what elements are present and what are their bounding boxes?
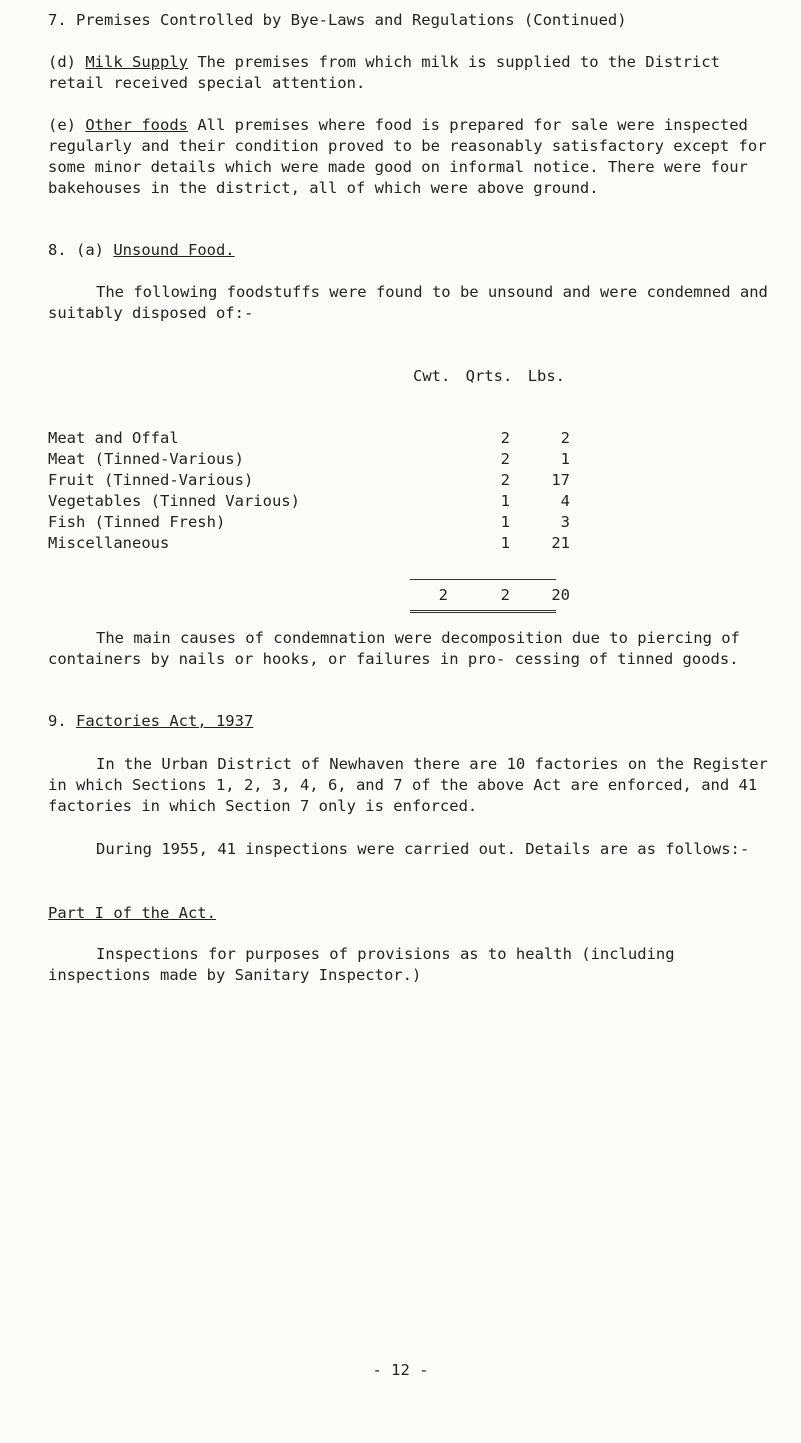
section-8-title: Unsound Food. [113,241,235,259]
total-row [48,585,570,606]
condemnation-causes-text: The main causes of condemnation were decomposition due to piercing of containers by nails or hooks, or failures in pro- cessing of tinned goods. [48,629,740,668]
row-lbs: 2 [560,429,570,447]
unsound-food-table [48,428,570,554]
table-row [48,449,570,470]
table-headers [413,366,565,387]
factories-paragraph-2-text: During 1955, 41 inspections were carried out. Details are as follows:- [96,840,750,858]
row-qrts: 1 [500,534,510,552]
row-lbs: 17 [551,471,570,489]
milk-supply-prefix: (d) [48,53,86,71]
row-qrts: 2 [500,429,510,447]
other-foods-paragraph [48,115,768,199]
other-foods-label: Other foods [85,116,188,134]
milk-supply-label: Milk Supply [85,53,188,71]
section-7-heading [48,10,768,31]
total-cwt: 2 [438,586,448,604]
row-item: Meat (Tinned-Various) [48,450,244,468]
row-lbs: 4 [560,492,570,510]
table-row [48,470,570,491]
unsound-food-total [48,585,570,606]
row-cwt [412,428,448,449]
page-number: - 12 - [372,1361,429,1379]
section-9-prefix: 9. [48,712,76,730]
section-7-title: 7. Premises Controlled by Bye-Laws and Regulations (Continued) [48,11,627,29]
table-row [48,533,570,554]
total-lbs: 20 [551,586,570,604]
other-foods-prefix: (e) [48,116,86,134]
row-cwt [412,470,448,491]
part-1-title: Part I of the Act. [48,904,216,922]
factories-paragraph-2 [48,839,768,860]
row-item: Vegetables (Tinned Various) [48,492,300,510]
table-row [48,512,570,533]
total-qrts: 2 [500,586,510,604]
row-cwt [412,512,448,533]
part-1-heading [48,903,768,924]
header-lbs: Lbs. [527,367,566,385]
section-9-title: Factories Act, 1937 [76,712,254,730]
row-qrts: 1 [500,492,510,510]
factories-paragraph-1 [48,754,768,817]
row-item: Miscellaneous [48,534,170,552]
table-row [48,491,570,512]
section-8-heading [48,240,768,261]
other-foods-text: All premises where food is prepared for sale were inspected regularly and their condition proved to be reasonably satisfactory except for some minor details which were made good on informal notice. There were four bakehouses in the district, all of which were above ground. [48,116,767,197]
row-item: Fruit (Tinned-Various) [48,471,254,489]
milk-supply-text: The premises from which milk is supplied to the District retail received special attention. [48,53,720,92]
section-8-prefix: 8. (a) [48,241,114,259]
row-qrts: 1 [500,513,510,531]
condemnation-causes [48,628,768,670]
row-lbs: 21 [551,534,570,552]
header-qrts: Qrts. [465,367,513,385]
section-9-heading [48,711,768,732]
row-item: Meat and Offal [48,429,179,447]
unsound-food-intro-text: The following foodstuffs were found to be unsound and were condemned and suitably disposed of:- [48,283,768,322]
row-lbs: 1 [560,450,570,468]
total-double-rule [410,610,556,615]
row-cwt [412,533,448,554]
header-cwt: Cwt. [413,367,451,385]
table-row [48,428,570,449]
row-lbs: 3 [560,513,570,531]
part-1-paragraph [48,944,768,986]
row-item: Fish (Tinned Fresh) [48,513,226,531]
unsound-food-intro [48,282,768,324]
row-qrts: 2 [500,450,510,468]
row-cwt [412,449,448,470]
row-cwt [412,491,448,512]
total-rule [410,579,556,580]
milk-supply-paragraph [48,52,768,94]
row-qrts: 2 [500,471,510,489]
factories-paragraph-1-text: In the Urban District of Newhaven there are 10 factories on the Register in which Sections 1, 2, 3, 4, 6, and 7 of the above Act are enforced, and 41 factories in which Section 7 only is enforced. [48,755,768,815]
part-1-text: Inspections for purposes of provisions as to health (including inspections made by Sanitary Inspector.) [48,945,675,984]
